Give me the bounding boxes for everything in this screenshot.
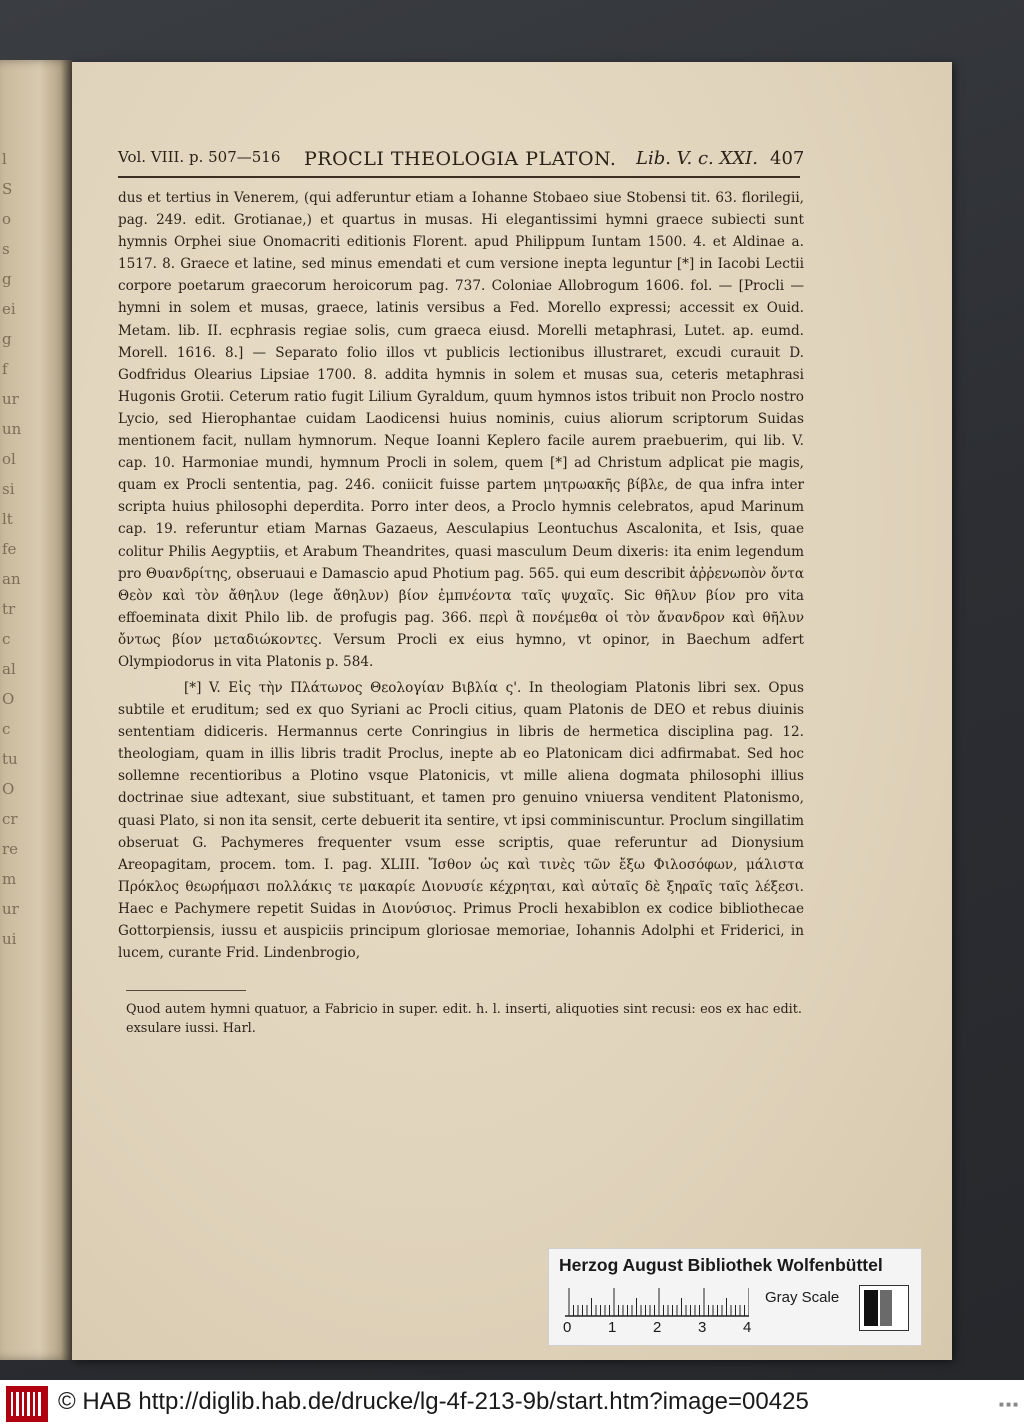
scale-number: 1 [608, 1319, 617, 1336]
previous-page-glyph: al [2, 660, 16, 678]
previous-page-glyph: ui [2, 930, 17, 948]
previous-page-glyph: l [2, 150, 7, 168]
paragraph-theologia: [*] V. Εἰς τὴν Πλάτωνος Θεολογίαν Βιβλία ς'. In theologiam Platonis libri sex. Opus subtile et eruditum; sed ex quo Syriani ac Procli citius, quam Platonis de DEO et rebus diuinis sententiam didiceris. Hermannus certe Conringius in libris de hermetica disciplina pag. 12. theologiam, quam in illis libris tradit Proclus, inepte ab eo Platonicam dici adfirmabat. Sed hoc sollemne recentioribus a Plotino vsque Platonicis, vt mille aliena dogmata philosophi illius doctrinae siue adtexant, siue substituant, et tamen pro genuino vniuersa venditent Platonismo, quasi Plato, si non ita sensit, certe debuerit ita sentire, vt ipsi comminiscuntur. Proclum singillatim obseruat G. Pachymeres frequenter vsum esse scriptis, quae referuntur ad Dionysium Areopagitam, procem. tom. I. pag. XLIII. Ἴσθον ὡς καὶ τινὲς τῶν ἔξω Φιλοσόφων, μάλιστα Πρόκλος θεωρήμασι πολλάκις τε μακαρίε Διονυσίε κέχρηται, καὶ αὐταῖς δὲ ξηραῖς ταῖς λέξεσι. Haec e Pachymere repetit Suidas in Διονύσιος. Primus Procli hexabiblon ex codice bibliothecae Gottorpiensis, iussu et auspiciis principum gloriosae memoriae, Iohannis Adolphi et Friderici, in lucem, curante Frid. Lindenbrogio, [118, 680, 804, 962]
previous-page-glyph: S [2, 180, 13, 198]
header-section: Lib. V. c. XXI. [636, 148, 758, 169]
previous-page-glyph: ur [2, 900, 19, 918]
previous-page-glyph: ol [2, 450, 16, 468]
previous-page-glyph: tr [2, 600, 16, 618]
footnote: Quod autem hymni quatuor, a Fabricio in super. edit. h. l. inserti, aliquoties sint recusi: eos ex hac edit. exsulare iussi. Harl. [126, 1002, 802, 1036]
footer-copyright-url[interactable]: © HAB http://diglib.hab.de/drucke/lg-4f-213-9b/start.htm?image=00425 [58, 1388, 809, 1415]
previous-page-glyph: m [2, 870, 17, 888]
header-rule [118, 176, 800, 178]
running-header [118, 148, 805, 174]
header-volume: Vol. VIII. p. 507—516 [118, 148, 281, 166]
previous-page-glyph: cr [2, 810, 18, 828]
gray-scale-label: Gray Scale [765, 1289, 840, 1306]
previous-page-glyph: c [2, 630, 11, 648]
previous-page-glyph: ur [2, 390, 19, 408]
previous-page-glyph: O [2, 690, 15, 708]
scale-number: 2 [653, 1319, 662, 1336]
previous-page-glyph: s [2, 240, 10, 258]
footer-dots: ■ ■ ■ [999, 1400, 1018, 1409]
previous-page-glyph: O [2, 780, 15, 798]
scale-number: 4 [743, 1319, 752, 1336]
previous-page-glyph: tu [2, 750, 18, 768]
previous-page-glyph: f [2, 360, 8, 378]
footnote-rule [126, 990, 246, 991]
scale-number: 0 [563, 1319, 572, 1336]
page-number: 407 [770, 148, 805, 169]
ruler-scale [565, 1287, 749, 1317]
previous-page-glyph: an [2, 570, 21, 588]
paragraph-hymns: dus et tertius in Venerem, (qui adferuntur etiam a Iohanne Stobaeo siue Stobensi tit. 63. florilegii, pag. 249. edit. Grotianae,) et quartus in musas. Hi elegantissimi hymni graece subiecti sunt hymnis Orphei siue Onomacriti editionis Florent. apud Philippum Iuntam 1500. 4. et Aldinae a. 1517. 8. Graece et latine, sed minus emendati et cum versione inepta leguntur [*] in Iacobi Lectii corpore poetarum graecorum heroicorum pag. 737. Coloniae Allobrogum 1606. fol. — [Procli — hymni in solem et musas, graece, latinis versibus a Fed. Morello expressi; accessit ex Ouid. Metam. lib. II. ecphrasis regiae solis, cum graeca eiusd. Morelli metaphrasi, Lutet. ap. eumd. Morell. 1616. 8.] — Separato folio illos vt publicis lectionibus illustraret, excudi curauit D. Godfridus Olearius Lipsiae 1700. 8. addita hymnis in solem et musas sua, ceteris metaphrasi Hugonis Grotii. Ceterum ratio fugit Lilium Gyraldum, quum hymnos istos tribuit non Proclo nostro Lycio, sed Hierophantae cuidam Laodicensi huius nominis, cuius aliorum scriptorum Suidas mentionem facit, nullam hymnorum. Neque Ioanni Keplero facile aurem praebuerim, qui lib. V. cap. 10. Harmoniae mundi, hymnum Procli in solem, quem [*] ad Christum adplicat pie magis, quam ex Procli sententia, pag. 246. coniicit fuisse partem μητρωακῆς βίβλε, de qua infra inter scripta huius philosophi deperdita. Porro inter deos, a Proclo hymnis celebratos, apud Marinum cap. 19. referuntur etiam Marnas Gazaeus, Aesculapius Leontuchus Ascalonita, et Isis, quae colitur Philis Aegyptiis, et Arabum Theandrites, quasi masculum Deum dixeris: ita enim legendum pro Θυανδρίτης, obseruaui e Damascio apud Photium pag. 565. qui eum describit ἀῤῥενωπὸν ὄντα Θεὸν καὶ τὸν ἄθηλυν (lege ἄθηλυν) βίον ἐμπνέοντα ταῖς ψυχαῖς. Sic θῆλυν βίον pro vita effoeminata dixit Philo lib. de profugis pag. 366. περὶ ἃ πονέμεθα οἱ τὸν ἄνανδρον καὶ θῆλυν ὄντως βίον μεταδιώκοντες. Versum Procli ex eius hymno, vt opinor, in Baechum adfert Olympiodorus in vita Platonis p. 584. [118, 190, 804, 670]
previous-page-glyph: si [2, 480, 15, 498]
scale-number: 3 [698, 1319, 707, 1336]
previous-page-glyph: c [2, 720, 11, 738]
previous-page-glyph: fe [2, 540, 17, 558]
previous-page-glyph: re [2, 840, 19, 858]
previous-page-edge [0, 60, 72, 1360]
previous-page-glyph: o [2, 210, 12, 228]
gray-patch [880, 1290, 892, 1326]
previous-page-glyph: un [2, 420, 22, 438]
gray-swatch [859, 1285, 909, 1331]
hab-logo-icon [6, 1386, 48, 1422]
previous-page-glyph: g [2, 330, 12, 348]
previous-page-glyph: g [2, 270, 12, 288]
library-name: Herzog August Bibliothek Wolfenbüttel [559, 1255, 883, 1275]
previous-page-glyph: ei [2, 300, 16, 318]
header-title: PROCLI THEOLOGIA PLATON. [304, 148, 617, 170]
black-patch [864, 1290, 878, 1326]
library-label [548, 1248, 922, 1346]
previous-page-glyph: lt [2, 510, 13, 528]
footer-bar [0, 1380, 1024, 1428]
